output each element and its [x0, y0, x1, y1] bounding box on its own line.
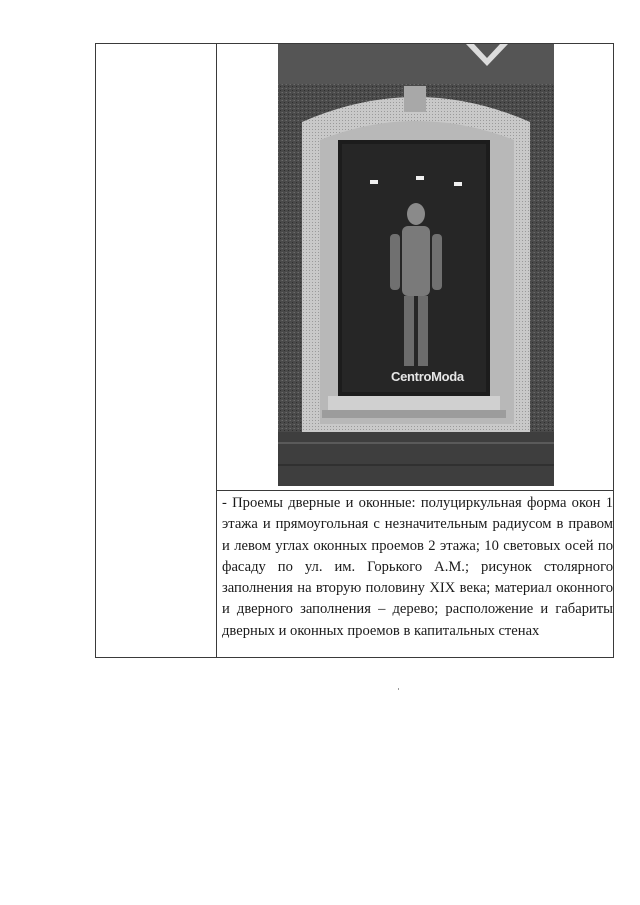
description-text: - Проемы дверные и оконные: полуциркульная форма окон 1 этажа и прямоугольная с незначительным радиусом в правом и левом углах оконных проемов 2 этажа; 10 световых осей по фасаду по ул. им. Горького А.М.; рисунок столярного заполнения на вторую половину XIX века; материал оконного и дверного заполнения – дерево; расположение и габариты дверных и оконных проемов в капитальных стенах — [222, 495, 613, 639]
facade-window-photo — [278, 44, 554, 486]
shop-sign-text: CentroModa — [391, 369, 464, 384]
document-table — [95, 43, 614, 658]
column-divider — [216, 44, 217, 657]
row-divider — [216, 490, 613, 491]
scan-speck — [398, 688, 399, 690]
